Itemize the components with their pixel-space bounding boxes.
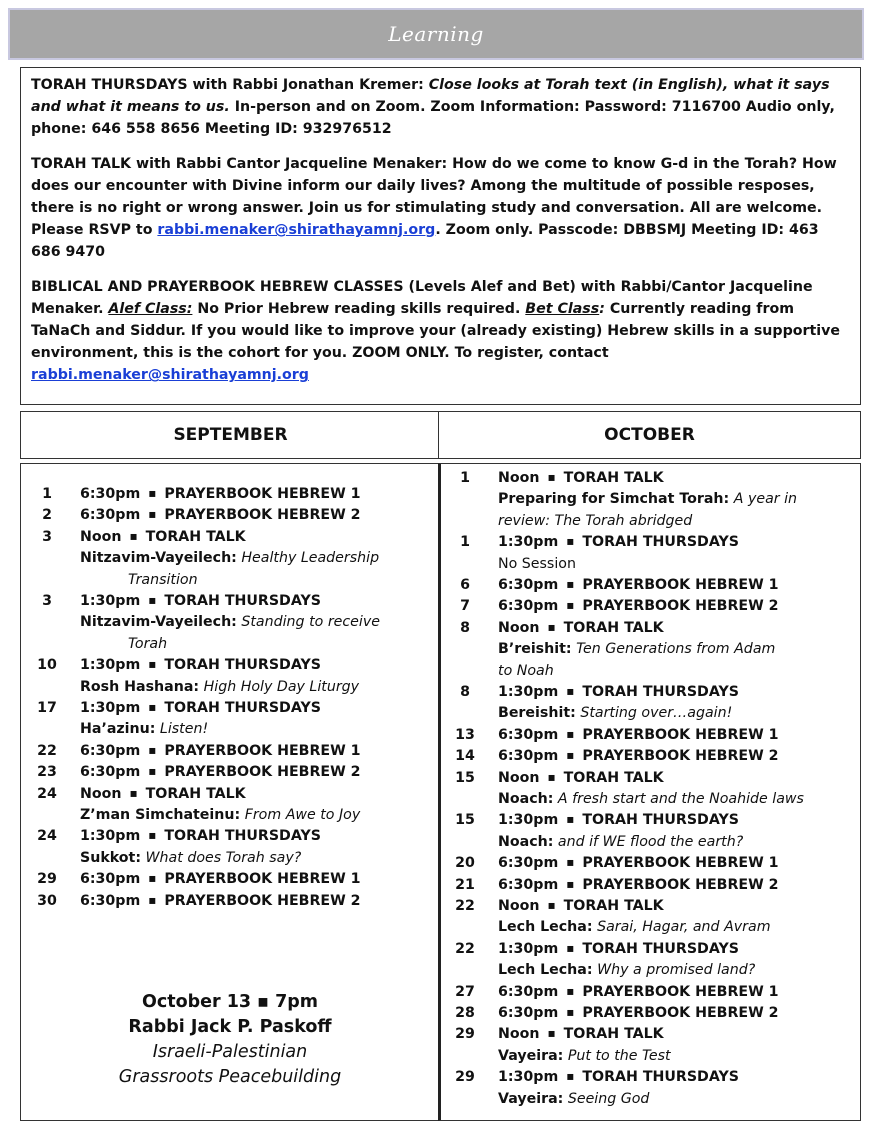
event-title: TORAH TALK	[563, 898, 664, 914]
october-event	[450, 853, 779, 874]
event-time: 6:30pm	[80, 742, 141, 759]
bullet-icon: ▪	[566, 534, 575, 549]
event-subtitle	[498, 1046, 671, 1067]
event-time: 6:30pm	[498, 1005, 559, 1021]
event-time: 6:30pm	[80, 507, 141, 524]
event-title: PRAYERBOOK HEBREW 2	[164, 507, 361, 524]
september-event	[32, 698, 321, 741]
portion-name: Ha’azinu:	[80, 721, 156, 738]
september-event	[32, 505, 361, 526]
event-day: 30	[37, 892, 57, 909]
event-day: 8	[460, 684, 470, 700]
september-event	[32, 891, 361, 912]
october-event	[450, 1024, 671, 1067]
portion-name: Sukkot:	[80, 849, 142, 866]
event-title: TORAH THURSDAYS	[164, 593, 321, 609]
event-subtitle	[498, 703, 739, 724]
event-time: 6:30pm	[498, 726, 559, 743]
event-day: 20	[455, 855, 475, 872]
bullet-icon: ▪	[148, 657, 157, 672]
lecture-speaker: Rabbi Jack P. Paskoff	[128, 1017, 332, 1037]
event-title: TORAH THURSDAYS	[582, 684, 739, 700]
september-event	[32, 741, 361, 762]
bullet-icon: ▪	[566, 748, 575, 763]
event-title: PRAYERBOOK HEBREW 1	[164, 871, 361, 888]
september-header	[20, 411, 440, 459]
session-topic: Healthy Leadership	[241, 550, 380, 567]
event-day: 29	[455, 1026, 475, 1043]
bullet-icon: ▪	[129, 785, 138, 800]
p1-italic: Close looks at Torah text (in English), what it says and what it means to us.	[31, 77, 830, 116]
event-day: 24	[37, 828, 57, 845]
bullet-icon: ▪	[566, 983, 575, 998]
session-topic-cont: Torah	[128, 635, 168, 652]
event-time: 6:30pm	[498, 748, 559, 765]
september-event	[32, 655, 359, 698]
event-day: 8	[460, 619, 470, 636]
alef-class-text: No Prior Hebrew reading skills required.	[197, 300, 521, 317]
event-time: 6:30pm	[498, 855, 559, 872]
event-time: 1:30pm	[498, 940, 559, 957]
bullet-icon: ▪	[148, 593, 157, 607]
p2-text: TORAH TALK with Rabbi Cantor Jacqueline Menaker: How do we come to know G-d in the Torah? How does our encounter with Divine inform our daily lives? Among the multitude of possible resposes, there is no right or wrong answer. Join us for stimulating study and conversation. All are welcome. Please RSVP to	[31, 155, 837, 239]
session-topic: Starting over…again!	[580, 705, 733, 722]
p1-rest: In-person and on Zoom. Zoom Information: Password: 7116700 Audio only, phone: 646 558 8656 Meeting ID: 932976512	[31, 99, 835, 138]
bullet-icon: ▪	[148, 764, 157, 779]
bullet-icon: ▪	[566, 855, 575, 870]
event-day: 14	[455, 748, 475, 765]
session-topic-cont: Transition	[128, 571, 198, 588]
event-subtitle	[498, 489, 797, 510]
portion-name: Nitzavim-Vayeilech:	[80, 614, 237, 631]
bullet-icon: ▪	[148, 486, 157, 500]
event-subtitle	[498, 554, 739, 575]
event-title: TORAH TALK	[563, 470, 664, 486]
hebrew-classes-email-link[interactable]: rabbi.menaker@shirathayamnj.org	[31, 367, 309, 384]
event-time: Noon	[498, 769, 540, 786]
bullet-icon: ▪	[566, 598, 575, 613]
torah-talk-description	[31, 153, 850, 264]
event-time: Noon	[498, 619, 540, 636]
october-event	[450, 725, 779, 746]
portion-name: Vayeira:	[498, 1090, 564, 1107]
event-title: TORAH THURSDAYS	[164, 700, 321, 716]
event-time: 6:30pm	[80, 892, 141, 909]
event-time: 6:30pm	[80, 871, 141, 888]
october-label: OCTOBER	[604, 425, 695, 445]
october-event	[450, 746, 779, 767]
portion-name: Lech Lecha:	[498, 919, 593, 936]
event-day: 1	[460, 470, 470, 486]
event-title: TORAH THURSDAYS	[582, 812, 739, 829]
event-subtitle	[80, 548, 379, 569]
october-event	[450, 982, 779, 1003]
october-event	[450, 1067, 739, 1110]
event-note: No Session	[498, 555, 576, 572]
event-title: TORAH TALK	[563, 1026, 664, 1043]
session-topic: A year in	[733, 491, 798, 508]
bullet-icon: ▪	[148, 828, 157, 843]
bullet-icon: ▪	[566, 1005, 575, 1019]
event-day: 22	[455, 940, 475, 957]
session-topic: Listen!	[159, 721, 209, 738]
event-day: 15	[455, 812, 475, 829]
bullet-icon: ▪	[148, 700, 157, 714]
event-subtitle	[80, 612, 380, 633]
portion-name: Vayeira:	[498, 1047, 564, 1064]
session-topic: Put to the Test	[567, 1047, 671, 1064]
event-title: PRAYERBOOK HEBREW 1	[582, 577, 779, 593]
event-time: Noon	[498, 470, 540, 486]
october-event	[450, 1003, 779, 1024]
event-title: PRAYERBOOK HEBREW 2	[582, 598, 779, 615]
event-title: PRAYERBOOK HEBREW 1	[582, 726, 779, 743]
bullet-icon: ▪	[566, 577, 575, 591]
portion-name: Z’man Simchateinu:	[80, 807, 241, 823]
bullet-icon: ▪	[547, 769, 556, 784]
session-topic: From Awe to Joy	[244, 807, 361, 823]
bullet-icon: ▪	[148, 871, 157, 886]
september-label: SEPTEMBER	[173, 425, 288, 445]
event-day: 10	[37, 657, 57, 674]
event-title: TORAH THURSDAYS	[582, 940, 739, 957]
event-title: PRAYERBOOK HEBREW 2	[164, 892, 361, 909]
event-time: 1:30pm	[498, 812, 559, 829]
event-time: 6:30pm	[80, 764, 141, 781]
bullet-icon: ▪	[148, 742, 157, 757]
event-time: 1:30pm	[80, 700, 141, 716]
portion-name: Nitzavim-Vayeilech:	[80, 550, 237, 567]
lecture-topic-line2: Grassroots Peacebuilding	[118, 1067, 342, 1087]
october-event	[450, 575, 779, 596]
session-topic: and if WE flood the earth?	[557, 833, 744, 850]
event-subtitle	[80, 805, 360, 826]
bullet-icon: ▪	[547, 1026, 556, 1041]
event-day: 27	[455, 983, 475, 1000]
lecture-date: October 13 ▪ 7pm	[141, 992, 319, 1012]
portion-name: Bereishit:	[498, 705, 576, 722]
torah-talk-email-link[interactable]: rabbi.menaker@shirathayamnj.org	[157, 222, 436, 239]
bullet-icon: ▪	[566, 684, 575, 698]
bet-class-label: Bet Class	[525, 300, 600, 317]
event-subtitle	[498, 960, 755, 981]
bullet-icon: ▪	[547, 619, 556, 634]
event-day: 3	[42, 528, 52, 545]
event-time: 1:30pm	[80, 828, 141, 845]
event-subtitle	[498, 639, 775, 660]
event-day: 28	[455, 1005, 475, 1021]
october-event	[450, 875, 779, 896]
event-time: 1:30pm	[498, 684, 559, 700]
event-title: PRAYERBOOK HEBREW 1	[582, 983, 779, 1000]
october-event	[450, 896, 771, 939]
event-time: 6:30pm	[80, 486, 141, 502]
event-time: Noon	[498, 1026, 540, 1043]
banner-title: Learning	[388, 22, 484, 46]
september-event	[32, 762, 361, 783]
event-title: TORAH THURSDAYS	[582, 1069, 739, 1086]
event-time: Noon	[498, 898, 540, 914]
hebrew-classes-description: BIBLICAL AND PRAYERBOOK HEBREW CLASSES (Levels Alef and Bet) with Rabbi/Cantor Jacqueline Menaker. Alef Class: No Prior Hebrew reading skills required. Bet Class: Currently reading from TaNaCh and Siddur. If you would like to improve your (already existing) Hebrew skills in a supportive environment, this is the cohort for you. ZOOM ONLY. To register, contact rabbi.menaker@shirathayamnj.org	[31, 278, 840, 384]
event-day: 2	[42, 507, 52, 524]
event-day: 1	[42, 486, 52, 502]
event-day: 17	[37, 700, 57, 716]
bullet-icon: ▪	[547, 470, 556, 484]
lecture-topic-line1: Israeli-Palestinian	[152, 1042, 308, 1062]
event-day: 22	[455, 898, 475, 914]
event-title: PRAYERBOOK HEBREW 2	[164, 764, 361, 781]
event-day: 29	[37, 871, 57, 888]
event-title: TORAH THURSDAYS	[164, 657, 321, 674]
october-event	[450, 468, 797, 532]
event-subtitle	[498, 832, 743, 853]
event-time: 6:30pm	[498, 983, 559, 1000]
event-title: PRAYERBOOK HEBREW 1	[164, 742, 361, 759]
event-day: 29	[455, 1069, 475, 1086]
event-title: TORAH THURSDAYS	[582, 534, 739, 551]
october-event	[450, 532, 739, 575]
alef-class-label: Alef Class:	[108, 300, 193, 317]
event-subtitle	[80, 719, 321, 740]
october-event	[450, 596, 779, 617]
bullet-icon: ▪	[148, 892, 157, 907]
event-day: 21	[455, 876, 475, 893]
event-time: Noon	[80, 528, 122, 545]
session-topic: High Holy Day Liturgy	[203, 678, 360, 695]
event-title: TORAH TALK	[145, 528, 246, 545]
september-event	[32, 826, 321, 869]
october-header	[438, 411, 861, 459]
portion-name: B’reishit:	[498, 641, 572, 658]
october-event	[450, 939, 755, 982]
event-title: PRAYERBOOK HEBREW 1	[582, 855, 779, 872]
intro-box	[20, 67, 861, 405]
event-title: PRAYERBOOK HEBREW 2	[582, 1005, 779, 1021]
session-topic-cont: review: The Torah abridged	[498, 512, 693, 529]
event-subtitle	[498, 1089, 739, 1110]
event-time: Noon	[80, 785, 122, 802]
bullet-icon: ▪	[566, 940, 575, 955]
event-day: 6	[460, 577, 470, 593]
session-topic: Sarai, Hagar, and Avram	[597, 919, 771, 936]
event-title: TORAH TALK	[563, 769, 664, 786]
bullet-icon: ▪	[547, 898, 556, 912]
event-title: PRAYERBOOK HEBREW 2	[582, 748, 779, 765]
event-day: 7	[460, 598, 470, 615]
event-title: TORAH TALK	[563, 619, 664, 636]
session-topic: Standing to receive	[241, 614, 380, 631]
event-subtitle	[498, 789, 804, 810]
bullet-icon: ▪	[566, 812, 575, 827]
portion-name: Noach:	[498, 833, 554, 850]
session-topic-cont: to Noah	[498, 662, 554, 679]
event-day: 13	[455, 726, 475, 743]
september-event	[32, 869, 361, 890]
session-topic: A fresh start and the Noahide laws	[557, 791, 804, 807]
bullet-icon: ▪	[129, 528, 138, 543]
event-day: 23	[37, 764, 57, 781]
event-time: 6:30pm	[498, 598, 559, 615]
session-topic: Seeing God	[567, 1090, 650, 1107]
october-event	[450, 768, 804, 811]
p1-lead: TORAH THURSDAYS with Rabbi Jonathan Kremer:	[31, 77, 424, 93]
portion-name: Lech Lecha:	[498, 962, 593, 979]
event-title: TORAH THURSDAYS	[164, 828, 321, 845]
portion-name: Preparing for Simchat Torah:	[498, 491, 730, 508]
bullet-icon: ▪	[566, 876, 575, 891]
event-time: 1:30pm	[80, 657, 141, 674]
event-time: 1:30pm	[498, 534, 559, 551]
september-event	[32, 484, 361, 505]
session-topic: What does Torah say?	[145, 849, 302, 866]
october-event	[450, 810, 743, 853]
bullet-icon: ▪	[566, 726, 575, 741]
event-subtitle	[498, 917, 771, 938]
event-day: 24	[37, 785, 57, 802]
event-day: 1	[460, 534, 470, 551]
event-subtitle	[80, 677, 359, 698]
bullet-icon: ▪	[148, 507, 157, 522]
bet-class-text: Currently reading from TaNaCh and Siddur. If you would like to improve your (already existing) Hebrew skills in a supportive environment, this is the cohort for you. ZOOM ONLY. To register, contact	[31, 300, 840, 362]
p2-rest: . Zoom only. Passcode: DBBSMJ Meeting ID: 463 686 9470	[31, 222, 819, 261]
session-topic: Why a promised land?	[597, 962, 756, 979]
event-time: 6:30pm	[498, 577, 559, 593]
september-event	[32, 784, 360, 827]
event-title: TORAH TALK	[145, 785, 246, 802]
p3-lead: BIBLICAL AND PRAYERBOOK HEBREW CLASSES (Levels Alef and Bet) with Rabbi/Cantor Jacqueline Menaker.	[31, 278, 813, 317]
bullet-icon: ▪	[566, 1069, 575, 1084]
learning-banner	[8, 8, 864, 60]
event-day: 22	[37, 742, 57, 759]
september-event	[32, 591, 380, 655]
event-time: 1:30pm	[80, 593, 141, 609]
event-title: PRAYERBOOK HEBREW 1	[164, 486, 361, 502]
october-event	[450, 618, 775, 682]
special-lecture	[20, 990, 440, 1090]
event-time: 6:30pm	[498, 876, 559, 893]
event-day: 3	[42, 593, 52, 609]
portion-name: Rosh Hashana:	[80, 678, 200, 695]
september-event	[32, 527, 379, 591]
event-title: PRAYERBOOK HEBREW 2	[582, 876, 779, 893]
portion-name: Noach:	[498, 791, 554, 807]
event-time: 1:30pm	[498, 1069, 559, 1086]
event-day: 15	[455, 769, 475, 786]
torah-thursdays-description	[31, 74, 850, 141]
session-topic: Ten Generations from Adam	[576, 641, 776, 658]
october-event	[450, 682, 739, 725]
event-subtitle	[80, 848, 321, 869]
